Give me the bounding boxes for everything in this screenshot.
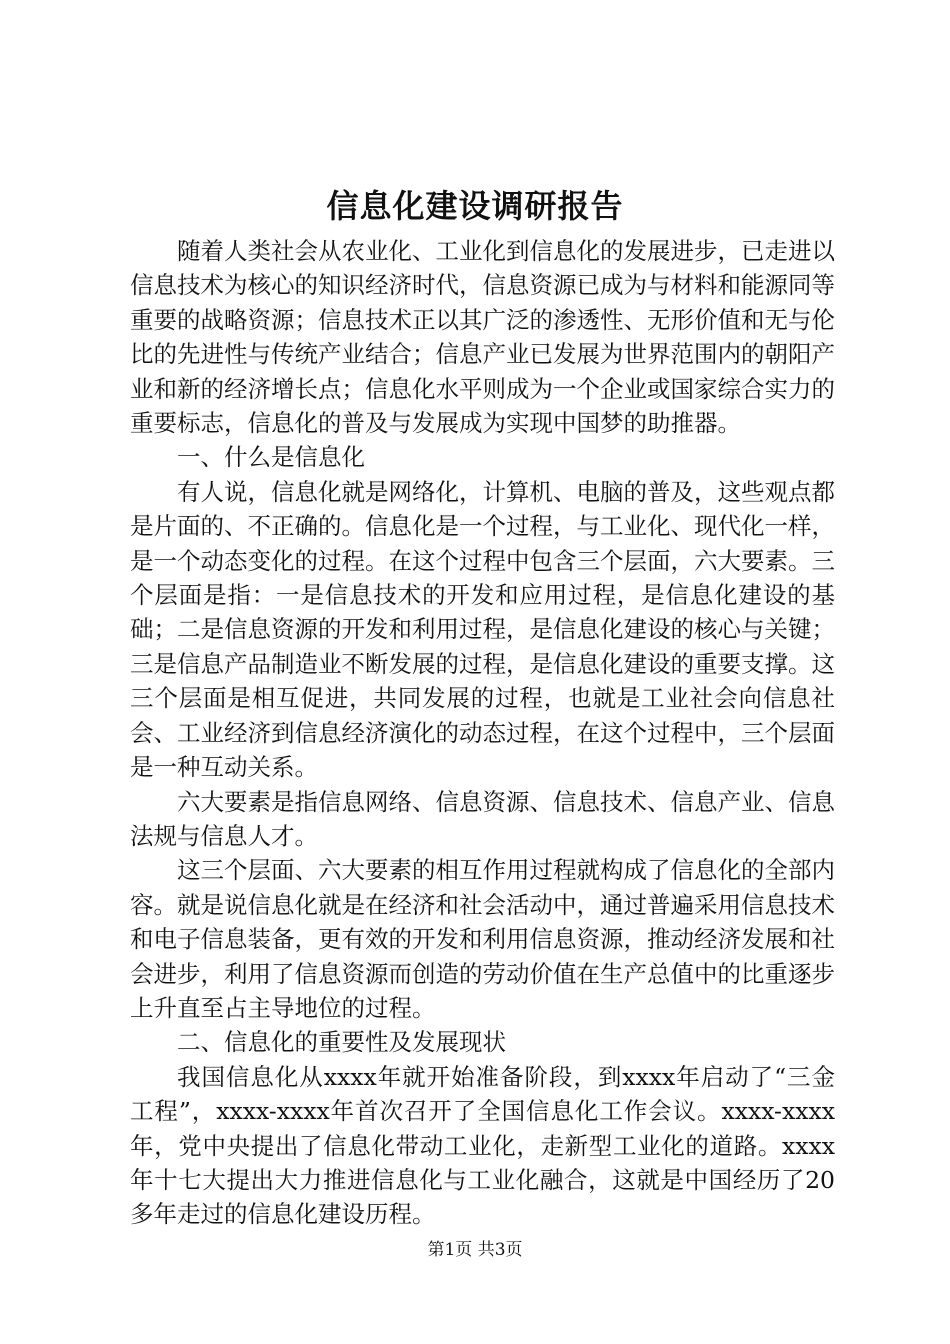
section-heading-1: 一、什么是信息化 — [177, 443, 365, 472]
document-body — [130, 234, 835, 1232]
page-footer: 第1页 共3页 — [427, 1240, 523, 1260]
body-paragraph: 这三个层面、六大要素的相互作用过程就构成了信息化的全部内容。就是说信息化就是在经济和社会活动中，通过普遍采用信息技术和电子信息装备，更有效的开发和利用信息资源，推动经济发展和社会进步，利用了信息资源而创造的劳动价值在生产总值中的比重逐步上升直至占主导地位的过程。 — [130, 856, 835, 1022]
body-paragraph: 有人说，信息化就是网络化，计算机、电脑的普及，这些观点都是片面的、不正确的。信息化是一个过程，与工业化、现代化一样，是一个动态变化的过程。在这个过程中包含三个层面，六大要素。三个层面是指：一是信息技术的开发和应用过程，是信息化建设的基础；二是信息资源的开发和利用过程，是信息化建设的核心与关键；三是信息产品制造业不断发展的过程，是信息化建设的重要支撑。这三个层面是相互促进，共同发展的过程，也就是工业社会向信息社会、工业经济到信息经济演化的动态过程，在这个过程中，三个层面是一种互动关系。 — [130, 477, 835, 782]
body-paragraph: 六大要素是指信息网络、信息资源、信息技术、信息产业、信息法规与信息人才。 — [130, 787, 835, 850]
intro-paragraph: 随着人类社会从农业化、工业化到信息化的发展进步，已走进以信息技术为核心的知识经济时代，信息资源已成为与材料和能源同等重要的战略资源；信息技术正以其广泛的渗透性、无形价值和无与伦比的先进性与传统产业结合；信息产业已发展为世界范围内的朝阳产业和新的经济增长点；信息化水平则成为一个企业或国家综合实力的重要标志，信息化的普及与发展成为实现中国梦的助推器。 — [130, 237, 835, 438]
section-heading-2: 二、信息化的重要性及发展现状 — [177, 1028, 506, 1057]
body-paragraph: 我国信息化从xxxx年就开始准备阶段，到xxxx年启动了“三金工程”，xxxx-xxxx年首次召开了全国信息化工作会议。xxxx-xxxx年，党中央提出了信息化带动工业化，走新型工业化的道路。xxxx年十七大提出大力推进信息化与工业化融合，这就是中国经历了20多年走过的信息化建设历程。 — [130, 1062, 835, 1229]
document-title: 信息化建设调研报告 — [326, 187, 624, 225]
